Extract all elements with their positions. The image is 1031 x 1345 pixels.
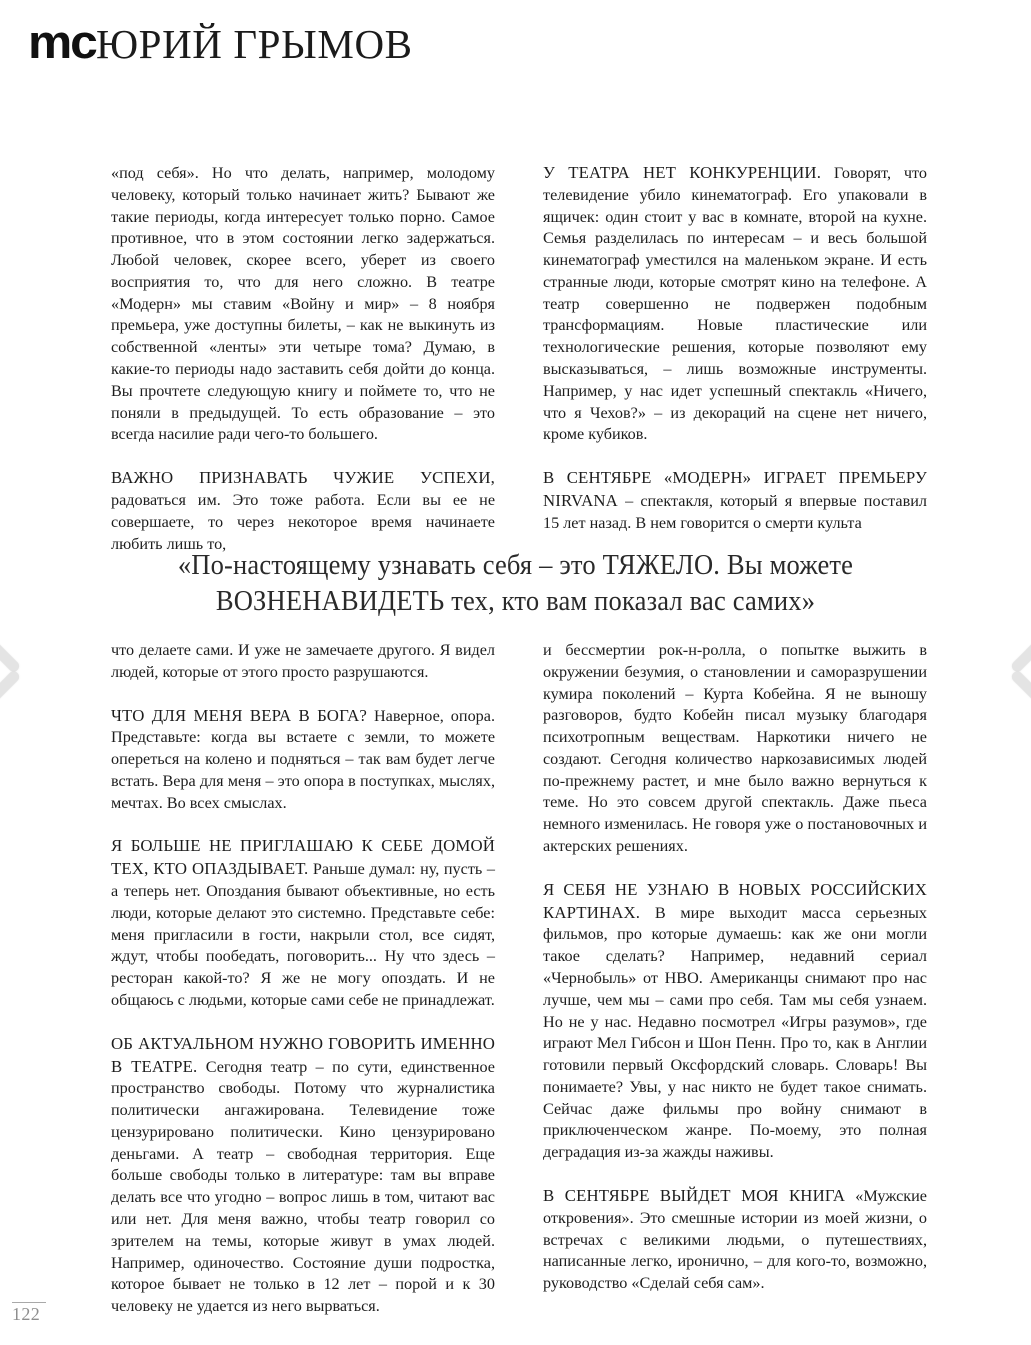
top-columns (111, 162, 927, 555)
paragraph-text: Раньше думал: ну, пусть – а теперь нет. Опоздания бывают объективные, но есть люди, которые делают это системно. Представьте себе: меня пригласили в гости, накрыли стол, все сидят, ждут, чтобы пообедать, поговорить... Ну что здесь – ресторан какой-то? Я же не могу опоздать. И не общаюсь с людьми, которые сами себе не принадлежат. (111, 860, 495, 1009)
magazine-logo: mc (28, 15, 96, 68)
chevron-right-stroke-bottom (1010, 669, 1031, 718)
paragraph-text: что делаете сами. И уже не замечаете другого. Я видел людей, которые от этого просто разрушаются. (111, 641, 495, 681)
paragraph-text: – спектакля, который я впервые поставил 15 лет назад. В нем говорится о смерти культа (543, 491, 927, 532)
paragraph-text: радоваться им. Это тоже работа. Если вы ее не совершаете, то через некоторое время начинаете любить лишь то, (111, 490, 495, 553)
chevron-right-stroke-top (1010, 625, 1031, 674)
paragraph-text: «под себя». Но что делать, например, молодому человеку, который только начинает жить? Бывают же такие периоды, когда интересует только порно. Самое противное, что в этом состоянии легко задержаться. Любой человек, скорее всего, уберет из своего восприятия то, что для него сложно. В театре «Модерн» мы ставим «Войну и мир» – 8 ноября премьера, уже доступны билеты, – как не выкинуть из собственной «ленты» эти четыре тома? Думаю, в какие-то периоды надо заставить себя дойти до конца. Вы прочтете следующую книгу и поймете то, что не поняли в предыдущей. То есть образование – это всегда насилие ради чего-то большего. (111, 164, 495, 444)
paragraph-lead: ЧТО ДЛЯ МЕНЯ ВЕРА В БОГА? (111, 705, 367, 725)
article-author-title: ЮРИЙ ГРЫМОВ (95, 21, 413, 67)
pull-quote-line-2: ВОЗНЕНАВИДЕТЬ тех, кто вам показал вас самих» (215, 586, 816, 618)
paragraph-lead: В СЕНТЯБРЕ «МОДЕРН» ИГРАЕТ ПРЕМЬЕРУ NIRVANA (543, 468, 927, 510)
chevron-right-icon[interactable] (1001, 620, 1031, 720)
chevron-left-stroke-top (0, 625, 21, 674)
paragraph-text: «Мужские откровения». Это смешные истории из моей жизни, о встречах с великими людьми, о путешествиях, написанные легко, иронично, – для кого-то, возможно, руководство «Сделай себя сам». (543, 1186, 927, 1293)
paragraph (111, 162, 495, 446)
paragraph-lead: Я СЕБЯ НЕ УЗНАЮ В НОВЫХ РОССИЙСКИХ КАРТИНАХ. (543, 879, 927, 922)
paragraph-lead: Я БОЛЬШЕ НЕ ПРИГЛАШАЮ К СЕБЕ ДОМОЙ ТЕХ, КТО ОПАЗДЫВАЕТ. (111, 836, 495, 879)
pull-quote (0, 548, 1031, 621)
bottom-columns (111, 639, 927, 1318)
folio-rule (12, 1302, 46, 1303)
paragraph-lead: В СЕНТЯБРЕ ВЫЙДЕТ МОЯ КНИГА (543, 1185, 846, 1205)
top-column-left (111, 162, 495, 555)
paragraph-text: и бессмертии рок-н-ролла, о попытке выжить в окружении безумия, о становлении и саморазрушении кумира поколений – Курта Кобейна. Я не выношу разговоров, будто Кобейн писал музыку благодаря психотропным веществам. Наркотики ничего не создают. Сегодня количество наркозависимых людей по-прежнему растет, и мне было важно вернуться к теме. Но это совсем другой спектакль. Даже пьеса немного изменилась. Не говоря уже о постановочных и актерских решениях. (543, 641, 927, 856)
paragraph-text: Говорят, что телевидение убило кинематограф. Его упаковали в ящичек: один стоит у вас в комнате, второй на кухне. Семья разделилась по интересам – и весь большой кинематограф уместился на маленьком экране. И есть странные люди, которые смотрят кино на телефоне. А театр совершенно не подвержен подобным трансформациям. Новые пластические или технологические решения, которые позволяют ему высказываться, – лишь возможные инструменты. Например, у нас идет успешный спектакль «Ничего, что я Чехов?» – из декораций на сцене нет ничего, кроме кубиков. (543, 164, 927, 444)
bottom-column-right (543, 639, 927, 1318)
paragraph (543, 467, 927, 534)
paragraph (111, 1033, 495, 1318)
top-column-right (543, 162, 927, 555)
bottom-column-left (111, 639, 495, 1318)
paragraph-lead: У ТЕАТРА НЕТ КОНКУРЕНЦИИ. (543, 163, 822, 182)
paragraph (543, 1185, 927, 1295)
paragraph (111, 639, 495, 684)
paragraph (543, 879, 927, 1164)
paragraph-lead: ВАЖНО ПРИЗНАВАТЬ ЧУЖИЕ УСПЕХИ, (111, 468, 495, 488)
paragraph-lead: ОБ АКТУАЛЬНОМ НУЖНО ГОВОРИТЬ ИМЕННО В ТЕАТРЕ. (111, 1033, 495, 1076)
paragraph (111, 835, 495, 1011)
paragraph (543, 162, 927, 446)
chevron-left-stroke-bottom (0, 669, 21, 718)
chevron-left-icon[interactable] (0, 620, 30, 720)
masthead (28, 15, 413, 68)
paragraph (543, 639, 927, 858)
pull-quote-line-1: «По-настоящему узнавать себя – это ТЯЖЕЛО. Вы можете (177, 550, 854, 581)
paragraph-text: Наверное, опора. Представьте: когда вы встаете с земли, то можете опереться на колено и подняться – так вам будет легче встать. Вера для меня – это опора в поступках, мыслях, мечтах. Во всех смыслах. (111, 706, 495, 812)
paragraph (111, 467, 495, 555)
paragraph-text: Сегодня театр – по сути, единственное пространство свободы. Потому что журналистика политически ангажирована. Телевидение тоже цензурировано политически. Кино цензурировано деньгами. А театр – свободная территория. Еще больше свободы только в литературе: там вы вправе делать все что угодно – вопрос лишь в том, читают вас или нет. Для меня важно, чтобы театр говорил со зрителем на темы, которые живут в умах людей. Например, одиночество. Состояние души подростка, которое бывает не только в 12 лет – порой и к 30 человеку не удается из него вырваться. (111, 1057, 495, 1316)
folio (12, 1302, 58, 1323)
page-number: 122 (12, 1304, 41, 1324)
paragraph (111, 705, 495, 815)
paragraph-text: В мире выходит масса серьезных фильмов, про которые думаешь: как же они могли такое сделать? Например, недавний сериал «Чернобыль» от НВО. Американцы снимают про нас лучше, чем мы – сами про себя. Там мы себя узнаем. Но не у нас. Недавно посмотрел «Игры разумов», где играют Мел Гибсон и Шон Пенн. Про то, как в Англии готовили первый Оксфордский словарь. Словарь! Вы понимаете? Увы, у нас никто не будет такое снимать. Сейчас даже фильмы про войну снимают в приключенческом жанре. По-моему, это полная деградация из-за жажды наживы. (543, 903, 927, 1162)
